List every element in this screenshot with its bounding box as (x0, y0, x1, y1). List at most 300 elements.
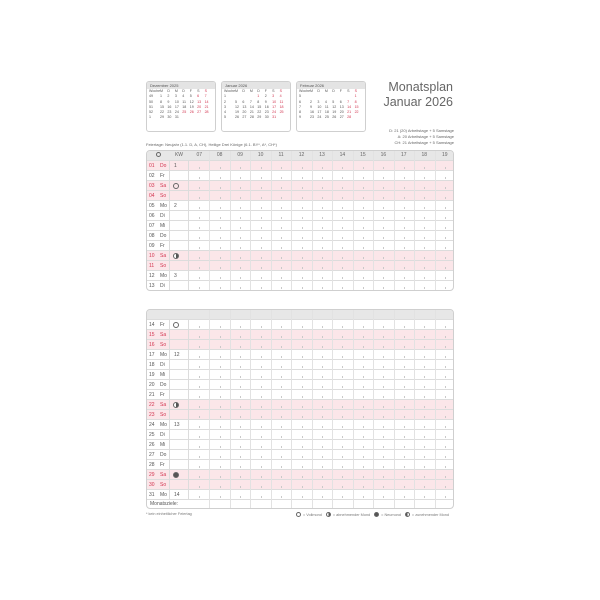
half-hour-tick (424, 187, 425, 189)
half-hour-tick (322, 257, 323, 259)
day-weekday: Fr (160, 243, 165, 249)
half-hour-tick (342, 396, 343, 398)
hour-divider (291, 151, 292, 290)
mini-calendar-day: 2 (167, 94, 170, 99)
half-hour-tick (322, 466, 323, 468)
mini-calendar-header-cell: S (354, 89, 357, 93)
header-hour: 19 (441, 152, 448, 158)
half-hour-tick (302, 257, 303, 259)
half-hour-tick (302, 446, 303, 448)
mini-calendar-day: 4 (182, 94, 185, 99)
day-weekday: Di (160, 283, 165, 289)
half-hour-tick (322, 456, 323, 458)
half-hour-tick (445, 346, 446, 348)
half-hour-tick (342, 406, 343, 408)
half-moon-icon (173, 402, 179, 408)
new-moon-icon (374, 512, 379, 517)
day-weekday: Mo (160, 273, 167, 279)
half-hour-tick (322, 346, 323, 348)
table-header (147, 151, 453, 160)
half-hour-tick (220, 257, 221, 259)
hour-divider (373, 151, 374, 290)
header-hour: 12 (298, 152, 305, 158)
half-hour-tick (445, 167, 446, 169)
month-goals[interactable] (147, 499, 453, 509)
half-hour-tick (302, 277, 303, 279)
half-hour-tick (383, 326, 384, 328)
day-row[interactable] (147, 419, 453, 429)
half-hour-tick (445, 267, 446, 269)
day-row[interactable] (147, 459, 453, 469)
half-hour-tick (261, 476, 262, 478)
half-hour-tick (261, 207, 262, 209)
half-hour-tick (445, 486, 446, 488)
day-row[interactable] (147, 399, 453, 409)
day-row[interactable] (147, 180, 453, 190)
half-hour-tick (404, 396, 405, 398)
day-weekday: Fr (160, 462, 165, 468)
mini-calendar-header-cell: D (242, 89, 246, 93)
mini-calendar-day: 13 (339, 104, 344, 109)
page-title (383, 80, 453, 110)
day-row[interactable] (147, 359, 453, 369)
legend-label: = zunehmender Mond (411, 512, 449, 517)
half-hour-tick (302, 406, 303, 408)
half-hour-tick (424, 336, 425, 338)
day-number: 27 (149, 452, 155, 458)
half-hour-tick (363, 396, 364, 398)
legend-label: = abnehmender Mond (332, 512, 371, 517)
day-row[interactable] (147, 210, 453, 220)
hour-divider (230, 310, 231, 508)
half-hour-tick (240, 376, 241, 378)
half-hour-tick (363, 177, 364, 179)
half-hour-tick (261, 446, 262, 448)
half-hour-tick (342, 466, 343, 468)
half-hour-tick (240, 466, 241, 468)
half-hour-tick (424, 406, 425, 408)
half-hour-tick (322, 376, 323, 378)
hour-divider (250, 310, 251, 508)
half-hour-tick (261, 247, 262, 249)
mini-calendar-day: 30 (167, 115, 172, 120)
half-hour-tick (342, 456, 343, 458)
day-row[interactable] (147, 339, 453, 349)
day-row[interactable] (147, 250, 453, 260)
day-number: 26 (149, 442, 155, 448)
half-hour-tick (363, 436, 364, 438)
half-hour-tick (302, 466, 303, 468)
half-hour-tick (261, 406, 262, 408)
waxing-moon-icon (405, 512, 410, 517)
half-hour-tick (240, 446, 241, 448)
mini-calendar-day: 7 (347, 99, 350, 104)
mini-calendar-day: 17 (272, 104, 277, 109)
hour-divider (414, 151, 415, 290)
half-hour-tick (240, 326, 241, 328)
half-hour-tick (199, 227, 200, 229)
header-hour: 10 (257, 152, 264, 158)
day-weekday: Mi (160, 372, 166, 378)
half-hour-tick (199, 326, 200, 328)
half-hour-tick (404, 287, 405, 289)
half-hour-tick (363, 167, 364, 169)
half-hour-tick (322, 227, 323, 229)
half-hour-tick (240, 217, 241, 219)
half-hour-tick (240, 476, 241, 478)
mini-calendar-day: 16 (310, 110, 314, 115)
half-hour-tick (199, 287, 200, 289)
mini-calendar-day: 14 (347, 104, 352, 109)
half-hour-tick (261, 277, 262, 279)
half-hour-tick (424, 227, 425, 229)
day-number: 30 (149, 482, 155, 488)
half-hour-tick (322, 446, 323, 448)
mini-calendar-header-cell: M (324, 89, 328, 93)
half-moon-icon (173, 253, 179, 259)
day-row[interactable] (147, 170, 453, 180)
day-number: 12 (149, 273, 155, 279)
day-row[interactable] (147, 439, 453, 449)
day-row[interactable] (147, 280, 453, 290)
half-hour-tick (302, 207, 303, 209)
half-hour-tick (220, 416, 221, 418)
half-hour-tick (363, 277, 364, 279)
half-hour-tick (342, 326, 343, 328)
half-hour-tick (424, 436, 425, 438)
half-hour-tick (342, 366, 343, 368)
day-weekday: So (160, 412, 167, 418)
day-row[interactable] (147, 429, 453, 439)
half-hour-tick (261, 466, 262, 468)
half-hour-tick (322, 426, 323, 428)
half-hour-tick (261, 356, 262, 358)
half-hour-tick (281, 496, 282, 498)
title-line2: Januar 2026 (383, 95, 453, 109)
day-number: 20 (149, 382, 155, 388)
half-hour-tick (404, 416, 405, 418)
half-hour-tick (383, 486, 384, 488)
half-hour-tick (322, 366, 323, 368)
legend-label: = Neumond (381, 512, 401, 517)
half-hour-tick (261, 496, 262, 498)
mini-calendar-day: 24 (174, 110, 179, 115)
half-hour-tick (404, 386, 405, 388)
day-number: 03 (149, 183, 155, 189)
mini-calendar-day: 23 (264, 110, 269, 115)
half-hour-tick (322, 406, 323, 408)
half-hour-tick (342, 177, 343, 179)
half-hour-tick (322, 267, 323, 269)
half-hour-tick (199, 207, 200, 209)
day-row[interactable] (147, 220, 453, 230)
half-hour-tick (240, 346, 241, 348)
half-hour-tick (404, 436, 405, 438)
half-hour-tick (445, 456, 446, 458)
half-hour-tick (240, 386, 241, 388)
half-hour-tick (424, 237, 425, 239)
half-hour-tick (302, 346, 303, 348)
mini-calendar-grid (297, 89, 365, 121)
half-hour-tick (281, 247, 282, 249)
half-hour-tick (404, 356, 405, 358)
mini-calendar-title: Dezember 2025 (147, 82, 215, 89)
header-hour: 14 (339, 152, 346, 158)
half-hour-tick (424, 476, 425, 478)
half-hour-tick (424, 326, 425, 328)
half-hour-tick (220, 326, 221, 328)
half-hour-tick (281, 187, 282, 189)
half-hour-tick (240, 277, 241, 279)
mini-calendar-day: 5 (332, 99, 335, 104)
half-hour-tick (199, 406, 200, 408)
month-goals-label: Monatsziele: (150, 501, 179, 507)
day-row[interactable] (147, 230, 453, 240)
half-hour-tick (383, 187, 384, 189)
half-hour-tick (322, 217, 323, 219)
mini-calendar-day: 23 (310, 115, 314, 120)
header-hour: 08 (216, 152, 223, 158)
half-hour-tick (281, 426, 282, 428)
header-hour: 18 (421, 152, 428, 158)
half-hour-tick (281, 167, 282, 169)
half-hour-tick (383, 386, 384, 388)
half-hour-tick (302, 247, 303, 249)
day-row[interactable] (147, 489, 453, 499)
half-hour-tick (363, 356, 364, 358)
mini-calendar-day (355, 115, 362, 120)
day-row[interactable] (147, 260, 453, 270)
half-hour-tick (342, 227, 343, 229)
half-hour-tick (281, 217, 282, 219)
calendar-week: 3 (169, 271, 189, 281)
half-hour-tick (302, 237, 303, 239)
day-weekday: Fr (160, 322, 165, 328)
half-hour-tick (220, 336, 221, 338)
mini-calendar-day: 29 (160, 115, 164, 120)
day-row[interactable] (147, 349, 453, 359)
half-hour-tick (240, 237, 241, 239)
half-hour-tick (261, 267, 262, 269)
half-hour-tick (322, 396, 323, 398)
hour-divider (230, 151, 231, 290)
mini-calendar-day: 9 (167, 99, 170, 104)
mini-calendar-header-cell: F (264, 89, 267, 93)
half-hour-tick (261, 336, 262, 338)
day-row[interactable] (147, 369, 453, 379)
half-hour-tick (424, 426, 425, 428)
half-hour-tick (240, 267, 241, 269)
half-hour-tick (220, 376, 221, 378)
half-hour-tick (281, 227, 282, 229)
day-number: 21 (149, 392, 155, 398)
half-hour-tick (220, 267, 221, 269)
mini-calendar-day: 10 (272, 99, 277, 104)
half-hour-tick (363, 406, 364, 408)
half-hour-tick (220, 366, 221, 368)
half-hour-tick (342, 237, 343, 239)
mini-calendar-day: 26 (235, 115, 239, 120)
half-hour-tick (445, 237, 446, 239)
mini-calendar-week-number: 1 (149, 115, 151, 120)
half-hour-tick (240, 396, 241, 398)
half-hour-tick (363, 456, 364, 458)
half-hour-tick (199, 217, 200, 219)
day-weekday: Sa (160, 183, 167, 189)
half-hour-tick (220, 386, 221, 388)
half-hour-tick (240, 167, 241, 169)
half-hour-tick (261, 386, 262, 388)
half-hour-tick (199, 446, 200, 448)
half-hour-tick (363, 257, 364, 259)
half-hour-tick (383, 217, 384, 219)
half-hour-tick (240, 416, 241, 418)
mini-calendar-header-cell: D (332, 89, 335, 93)
mini-calendar-day: 18 (182, 104, 187, 109)
half-hour-tick (281, 486, 282, 488)
half-hour-tick (445, 287, 446, 289)
mini-calendar-day: 6 (339, 99, 342, 104)
half-hour-tick (302, 326, 303, 328)
half-hour-tick (281, 326, 282, 328)
day-number: 22 (149, 402, 155, 408)
mini-calendar-day: 25 (279, 110, 284, 115)
half-hour-tick (220, 217, 221, 219)
mini-calendar-day (280, 115, 287, 120)
day-row[interactable] (147, 240, 453, 250)
half-hour-tick (424, 486, 425, 488)
half-hour-tick (363, 416, 364, 418)
half-hour-tick (363, 386, 364, 388)
header-hour: 11 (278, 152, 284, 158)
half-hour-tick (383, 476, 384, 478)
mini-calendar-header-cell: F (189, 89, 192, 93)
day-row[interactable] (147, 160, 453, 170)
half-hour-tick (445, 436, 446, 438)
half-hour-tick (363, 197, 364, 199)
half-hour-tick (199, 247, 200, 249)
half-hour-tick (383, 227, 384, 229)
half-hour-tick (302, 197, 303, 199)
half-hour-tick (363, 326, 364, 328)
mini-calendar-day: 11 (324, 104, 329, 109)
half-hour-tick (404, 187, 405, 189)
half-hour-tick (424, 197, 425, 199)
day-number: 04 (149, 193, 155, 199)
half-hour-tick (363, 287, 364, 289)
half-hour-tick (302, 167, 303, 169)
half-hour-tick (445, 247, 446, 249)
half-hour-tick (363, 426, 364, 428)
half-hour-tick (220, 396, 221, 398)
half-hour-tick (199, 456, 200, 458)
half-hour-tick (261, 217, 262, 219)
half-hour-tick (342, 496, 343, 498)
header-hour: 17 (401, 152, 407, 158)
mini-calendar-day: 6 (197, 94, 200, 99)
half-hour-tick (199, 237, 200, 239)
half-hour-tick (342, 476, 343, 478)
mini-calendar-title: Januar 2026 (222, 82, 290, 89)
mini-calendar-header-cell: D (317, 89, 321, 93)
half-hour-tick (220, 456, 221, 458)
half-hour-tick (281, 356, 282, 358)
hour-divider (353, 151, 354, 290)
day-row[interactable] (147, 379, 453, 389)
half-hour-tick (404, 376, 405, 378)
mini-calendar-day: 5 (189, 94, 192, 99)
mini-calendar-day: 27 (339, 115, 344, 120)
half-hour-tick (404, 496, 405, 498)
half-hour-tick (445, 496, 446, 498)
half-hour-tick (342, 386, 343, 388)
day-table-part2 (146, 309, 454, 509)
half-hour-tick (261, 486, 262, 488)
half-hour-tick (383, 426, 384, 428)
half-hour-tick (281, 446, 282, 448)
day-row[interactable] (147, 319, 453, 329)
hour-divider (250, 151, 251, 290)
mini-calendar-day: 19 (332, 110, 337, 115)
half-hour-tick (383, 436, 384, 438)
calendar-week: 12 (169, 350, 189, 360)
half-hour-tick (363, 237, 364, 239)
mini-calendar-week-number: 8 (299, 110, 301, 115)
day-row[interactable] (147, 469, 453, 479)
day-row[interactable] (147, 389, 453, 399)
mini-calendar-day: 3 (272, 94, 275, 99)
half-hour-tick (281, 237, 282, 239)
day-row[interactable] (147, 329, 453, 339)
half-hour-tick (220, 277, 221, 279)
half-hour-tick (220, 177, 221, 179)
half-hour-tick (445, 177, 446, 179)
day-row[interactable] (147, 449, 453, 459)
day-row[interactable] (147, 409, 453, 419)
mini-calendar-title: Februar 2026 (297, 82, 365, 89)
mini-calendar-header-cell: F (339, 89, 342, 93)
waning-moon-icon (326, 512, 331, 517)
calendar-week: 13 (169, 420, 189, 430)
day-row[interactable] (147, 479, 453, 489)
half-hour-tick (261, 227, 262, 229)
half-hour-tick (322, 486, 323, 488)
day-weekday: Fr (160, 173, 165, 179)
day-row[interactable] (147, 270, 453, 280)
half-hour-tick (199, 396, 200, 398)
mini-calendar-day: 22 (354, 110, 359, 115)
half-hour-tick (281, 366, 282, 368)
mini-calendar-grid (147, 89, 215, 121)
half-hour-tick (302, 366, 303, 368)
calendar-week: 1 (169, 161, 189, 171)
half-hour-tick (383, 287, 384, 289)
half-hour-tick (383, 366, 384, 368)
half-hour-tick (445, 227, 446, 229)
half-hour-tick (261, 376, 262, 378)
half-hour-tick (281, 177, 282, 179)
half-hour-tick (363, 207, 364, 209)
half-hour-tick (240, 356, 241, 358)
day-row[interactable] (147, 200, 453, 210)
half-hour-tick (404, 346, 405, 348)
mini-calendar-day: 8 (160, 99, 162, 104)
day-number: 19 (149, 372, 155, 378)
mini-calendar-header-cell: M (249, 89, 253, 93)
day-row[interactable] (147, 190, 453, 200)
half-hour-tick (261, 257, 262, 259)
half-hour-tick (342, 346, 343, 348)
